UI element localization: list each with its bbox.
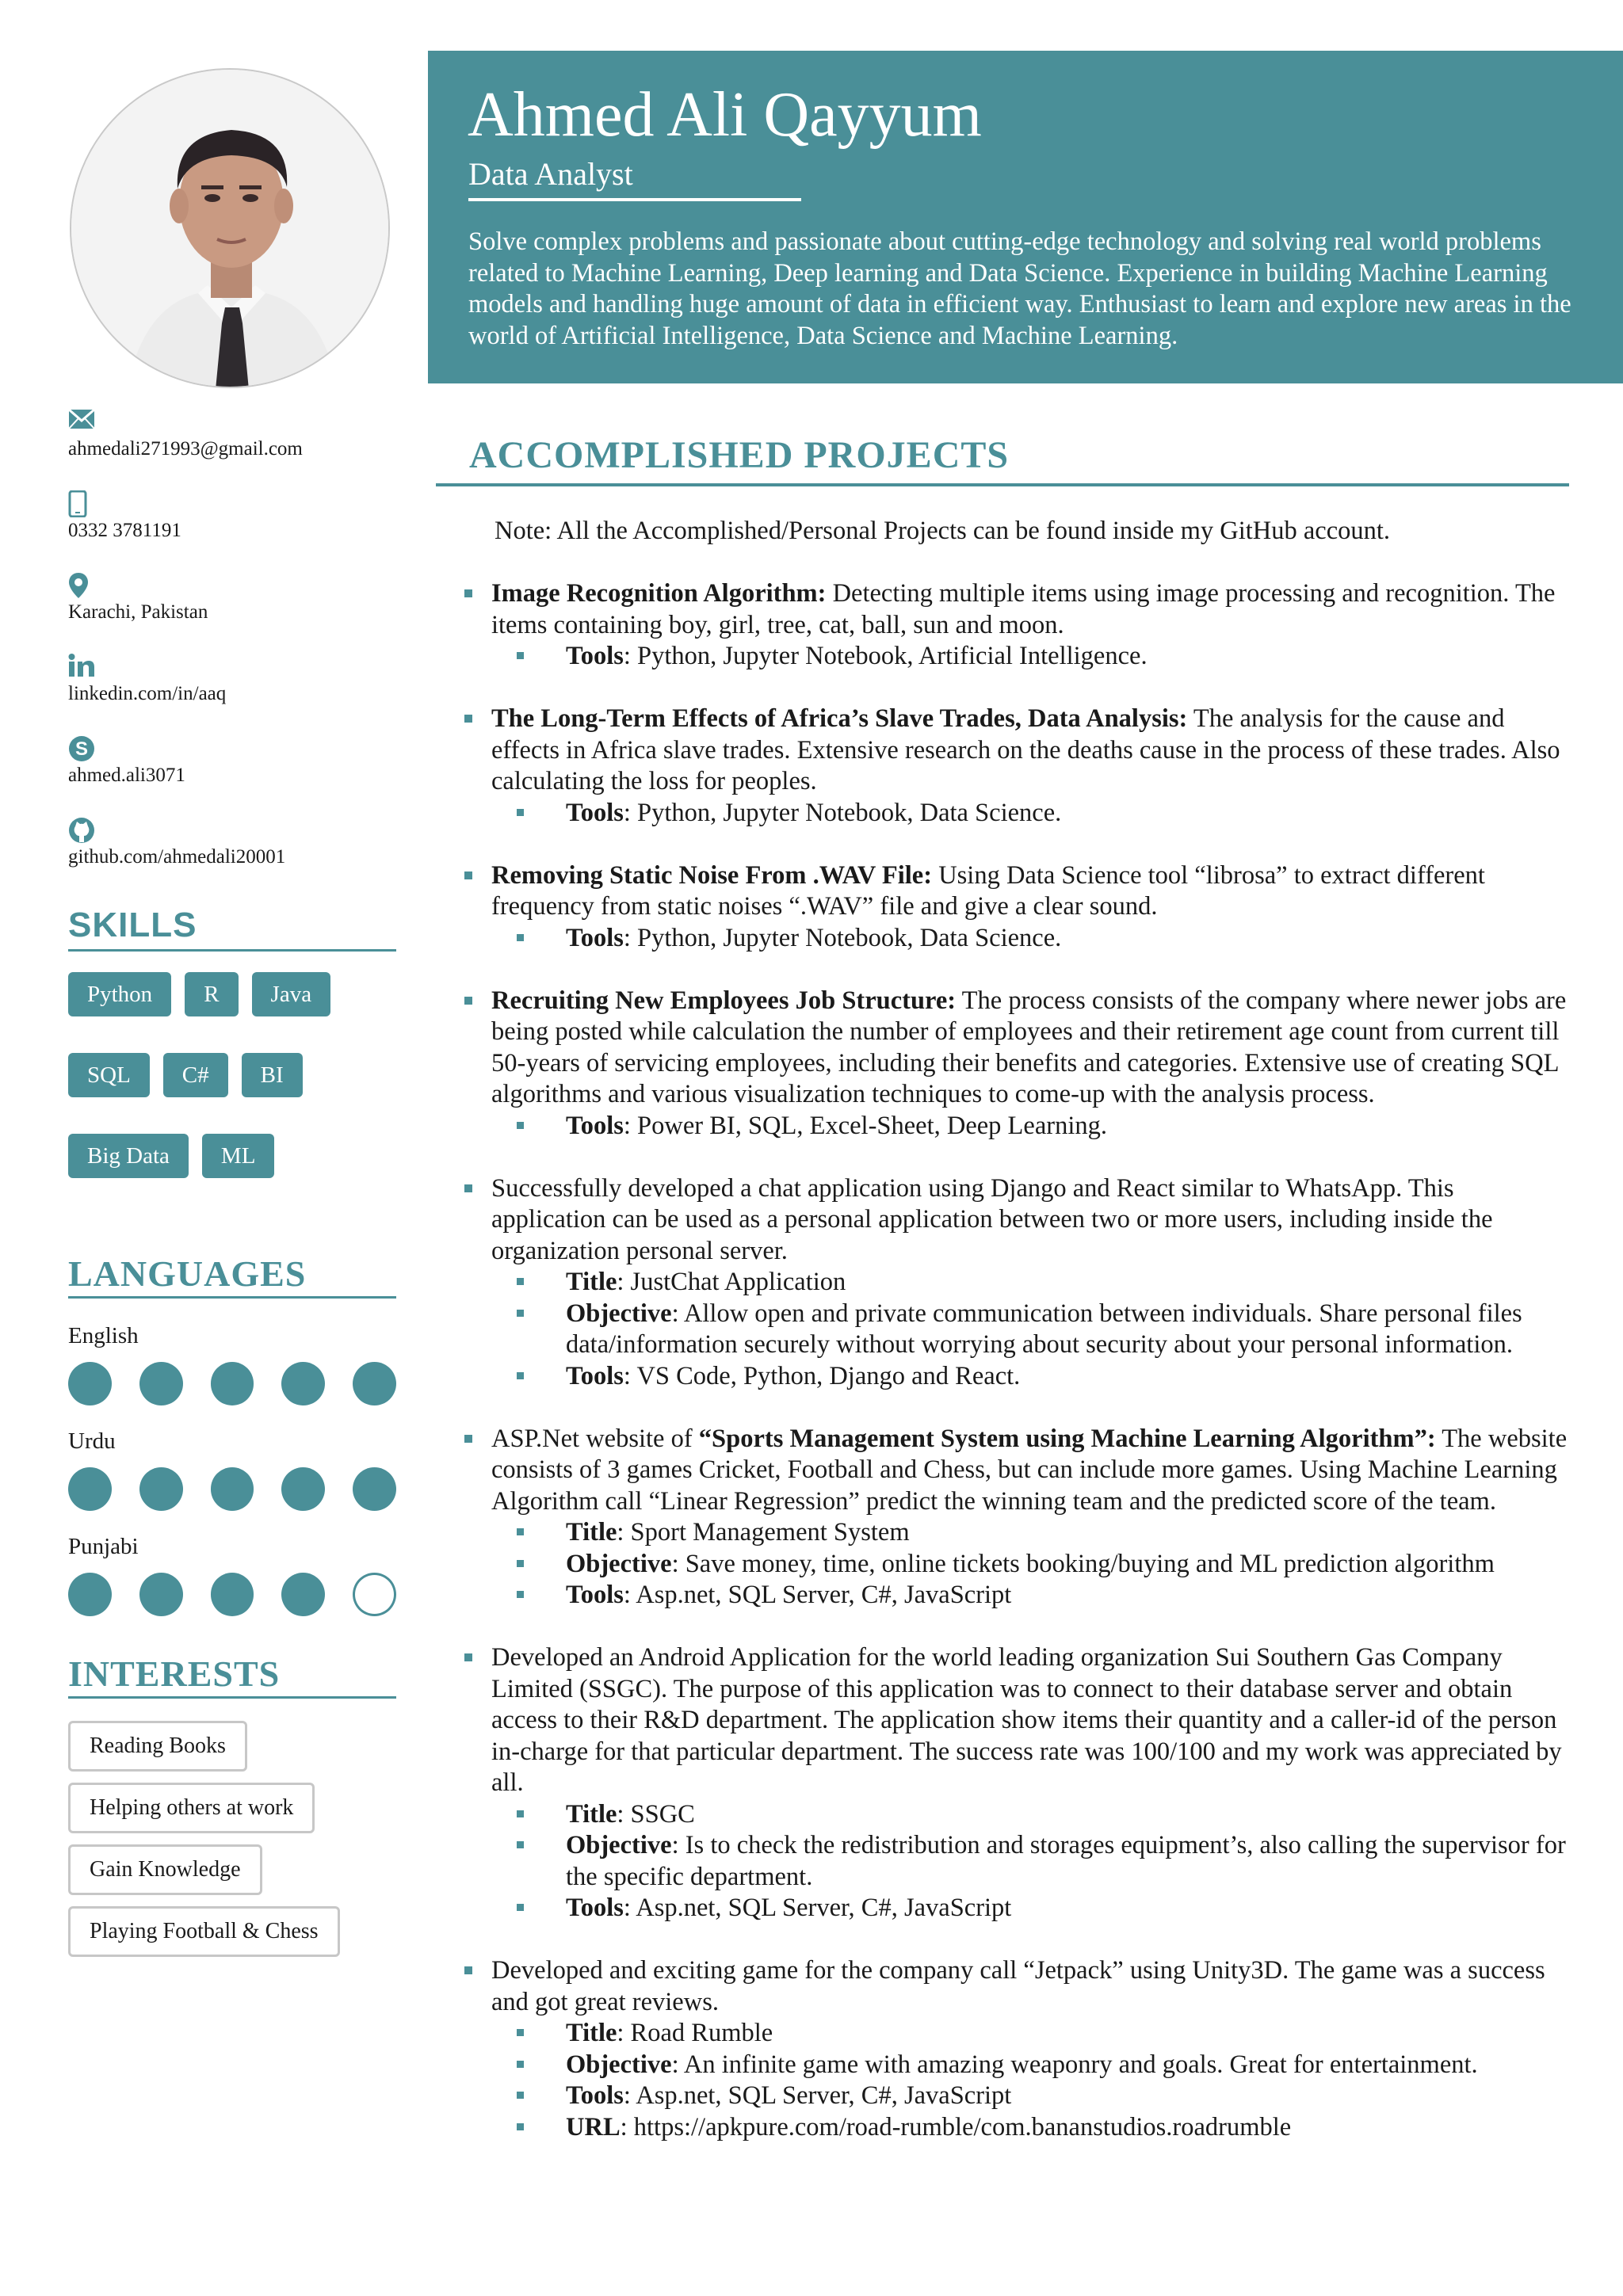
- project-objective: [491, 1549, 1569, 1581]
- project-item: [464, 1642, 1569, 1924]
- title-label: Title: [566, 1268, 617, 1296]
- projects-note: Note: All the Accomplished/Personal Projects can be found inside my GitHub account.: [495, 517, 1391, 545]
- objective-value: : An infinite game with amazing weaponry and goals. Great for entertainment.: [671, 2050, 1478, 2079]
- interest-tag: Playing Football & Chess: [68, 1906, 340, 1957]
- project-name: Recruiting New Employees Job Structure:: [491, 986, 957, 1015]
- interest-tag: Helping others at work: [68, 1783, 315, 1833]
- skill-tag: C#: [163, 1053, 228, 1097]
- proficiency-dot-filled: [281, 1573, 325, 1616]
- project-text: Detecting multiple items using image processing and recognition. The items containing boy, girl, tree, cat, ball, sun and moon.: [491, 579, 1556, 639]
- proficiency-dot-filled: [68, 1573, 112, 1616]
- person-portrait-icon: [71, 70, 390, 388]
- project-description: Developed an Android Application for the world leading organization Sui Southern Gas Company Limited (SSGC). The purpose of this application was to connect to their database server and obtain access to their R&D department. The application show items their quantity and a caller-id of the person in-charge for that particular department. The success rate was 100/100 and my work was appreciated by all.: [491, 1643, 1562, 1797]
- skills-section: [68, 903, 396, 1178]
- contact-location: [68, 572, 401, 654]
- project-name: Image Recognition Algorithm:: [491, 579, 827, 608]
- tools-value: : Asp.net, SQL Server, C#, JavaScript: [623, 2081, 1012, 2110]
- skills-row: [68, 1134, 396, 1178]
- project-title: [491, 1267, 1569, 1299]
- contact-list: [68, 409, 401, 898]
- proficiency-dots: [68, 1467, 396, 1511]
- title-label: Title: [566, 1518, 617, 1547]
- objective-label: Objective: [566, 1831, 672, 1859]
- tools-label: Tools: [566, 2081, 624, 2110]
- proficiency-dots: [68, 1362, 396, 1405]
- interests-heading: INTERESTS: [68, 1652, 396, 1699]
- languages-list: [68, 1322, 396, 1616]
- linkedin-icon: [68, 654, 401, 682]
- proficiency-dot-filled: [139, 1362, 183, 1405]
- tools-value: : Power BI, SQL, Excel-Sheet, Deep Learning.: [623, 1111, 1107, 1140]
- tools-value: : Python, Jupyter Notebook, Artificial Intelligence.: [623, 642, 1148, 670]
- project-text: Using Data Science tool “librosa” to extract different frequency from static noises “.WAV” file and give a clear sound.: [491, 860, 1485, 921]
- profile-summary: Solve complex problems and passionate about cutting-edge technology and solving real world problems related to Machine Learning, Deep learning and Data Science. Experience in building Machine Learning models and handling huge amount of data in efficient way. Enthusiast to learn and explore new areas in the world of Artificial Intelligence, Data Science and Machine Learning.: [468, 227, 1571, 350]
- project-name: “Sports Management System using Machine Learning Algorithm”:: [698, 1424, 1436, 1453]
- tools-label: Tools: [566, 1361, 624, 1390]
- projects-heading: ACCOMPLISHED PROJECTS: [436, 428, 1569, 486]
- tools-value: : Asp.net, SQL Server, C#, JavaScript: [623, 1581, 1012, 1609]
- proficiency-dot-filled: [211, 1362, 254, 1405]
- skills-row: [68, 972, 396, 1016]
- proficiency-dot-filled: [281, 1467, 325, 1511]
- project-tools: [491, 1893, 1569, 1924]
- proficiency-dot-filled: [139, 1467, 183, 1511]
- tools-value: : Python, Jupyter Notebook, Data Science.: [623, 798, 1062, 827]
- project-description: [491, 704, 1569, 798]
- project-description: [491, 578, 1569, 641]
- project-text: The process consists of the company where newer jobs are being posted while calculation the number of employees and their retirement age count from current till 50-years of servicing employees, including their benefits and categories. Extensive use of creating SQL algorithms and various visualization techniques to come-up with the analysis process.: [491, 986, 1567, 1108]
- svg-text:S: S: [74, 738, 89, 760]
- proficiency-dot-empty: [353, 1573, 396, 1616]
- job-title: Data Analyst: [468, 156, 633, 192]
- project-name: Removing Static Noise From .WAV File:: [491, 860, 933, 890]
- objective-label: Objective: [566, 2050, 672, 2079]
- objective-value: : Is to check the redistribution and storages equipment’s, also calling the supervisor for the specific department.: [566, 1831, 1566, 1891]
- language-item: [68, 1533, 396, 1616]
- project-text: The analysis for the cause and effects in Africa slave trades. Extensive research on the deaths cause in the process of these trades. Also calculating the loss for peoples.: [491, 704, 1560, 795]
- title-value: : SSGC: [617, 1799, 695, 1829]
- project-objective: [491, 2050, 1569, 2081]
- project-tools: [491, 1361, 1569, 1393]
- project-description: [491, 1424, 1569, 1518]
- linkedin-link[interactable]: linkedin.com/in/aaq: [68, 683, 227, 704]
- proficiency-dots: [68, 1573, 396, 1616]
- language-item: [68, 1428, 396, 1511]
- proficiency-dot-filled: [353, 1362, 396, 1405]
- location-pin-icon: [68, 572, 401, 601]
- project-description: Successfully developed a chat application using Django and React similar to WhatsApp. This application can be used as a personal application between two or more users, including inside the organization personal server.: [491, 1173, 1493, 1265]
- project-tools: [491, 1111, 1569, 1142]
- skill-tag: BI: [242, 1053, 303, 1097]
- objective-label: Objective: [566, 1549, 672, 1578]
- proficiency-dot-filled: [68, 1362, 112, 1405]
- location-text: Karachi, Pakistan: [68, 601, 208, 623]
- contact-linkedin: [68, 654, 401, 735]
- project-item: [464, 1424, 1569, 1611]
- objective-value: : Save money, time, online tickets booking/buying and ML prediction algorithm: [671, 1549, 1495, 1578]
- project-item: [464, 860, 1569, 955]
- github-link[interactable]: github.com/ahmedali20001: [68, 846, 286, 868]
- contact-github: [68, 817, 401, 898]
- skype-id: ahmed.ali3071: [68, 765, 185, 786]
- project-title: [491, 1799, 1569, 1831]
- skill-tag: Java: [252, 972, 331, 1016]
- title-label: Title: [566, 1799, 617, 1829]
- proficiency-dot-filled: [139, 1573, 183, 1616]
- project-item: [464, 578, 1569, 673]
- header-banner: [428, 51, 1623, 383]
- url-link[interactable]: : https://apkpure.com/road-rumble/com.bananstudios.roadrumble: [620, 2112, 1292, 2142]
- proficiency-dot-filled: [353, 1467, 396, 1511]
- projects-list: [436, 578, 1569, 2143]
- language-name: Urdu: [68, 1428, 116, 1454]
- project-objective: [491, 1299, 1569, 1361]
- contact-phone: [68, 490, 401, 572]
- project-title: [491, 1517, 1569, 1549]
- project-item: [464, 986, 1569, 1142]
- skill-tag: R: [185, 972, 238, 1016]
- proficiency-dot-filled: [211, 1573, 254, 1616]
- skills-heading: SKILLS: [68, 903, 396, 952]
- project-item: [464, 704, 1569, 829]
- project-item: [464, 1173, 1569, 1393]
- tools-value: : Python, Jupyter Notebook, Data Science.: [623, 923, 1062, 952]
- github-icon: [68, 817, 401, 845]
- tools-label: Tools: [566, 923, 624, 952]
- project-name: The Long-Term Effects of Africa’s Slave Trades, Data Analysis:: [491, 704, 1188, 733]
- skills-row: [68, 1053, 396, 1097]
- skype-icon: [68, 735, 401, 764]
- main-content: [436, 428, 1569, 2175]
- language-item: [68, 1322, 396, 1405]
- title-label: Title: [566, 2019, 617, 2047]
- email-link[interactable]: ahmedali271993@gmail.com: [68, 438, 303, 460]
- tools-value: : VS Code, Python, Django and React.: [623, 1361, 1021, 1390]
- tools-label: Tools: [566, 1581, 624, 1609]
- project-prefix: ASP.Net website of: [491, 1424, 699, 1453]
- language-name: Punjabi: [68, 1534, 139, 1559]
- interest-tag: Reading Books: [68, 1721, 247, 1772]
- tools-value: : Asp.net, SQL Server, C#, JavaScript: [623, 1894, 1012, 1922]
- project-description: Developed and exciting game for the company call “Jetpack” using Unity3D. The game was a success and got great reviews.: [491, 1956, 1545, 2016]
- title-value: : Sport Management System: [617, 1518, 910, 1547]
- proficiency-dot-filled: [68, 1467, 112, 1511]
- languages-section: [68, 1252, 396, 1616]
- project-item: [464, 1955, 1569, 2143]
- objective-value: : Allow open and private communication between individuals. Share personal files data/information securely without worrying about security about your personal information.: [566, 1299, 1522, 1359]
- project-tools: [491, 641, 1569, 673]
- tools-label: Tools: [566, 642, 624, 670]
- person-name: Ahmed Ali Qayyum: [468, 80, 982, 150]
- languages-heading: LANGUAGES: [68, 1252, 396, 1299]
- project-text: The website consists of 3 games Cricket, Football and Chess, but can include more games. Using Machine Learning Algorithm call “Linear Regression” predict the winning team and the predicted score of the team.: [491, 1424, 1568, 1516]
- proficiency-dot-filled: [281, 1362, 325, 1405]
- profile-photo: [70, 68, 390, 388]
- title-value: : JustChat Application: [617, 1268, 846, 1296]
- interests-list: [68, 1710, 396, 1957]
- skill-tag: Big Data: [68, 1134, 189, 1178]
- objective-label: Objective: [566, 1299, 672, 1328]
- tools-label: Tools: [566, 1111, 624, 1140]
- left-sidebar: [0, 0, 412, 2296]
- tools-label: Tools: [566, 798, 624, 827]
- title-value: : Road Rumble: [617, 2019, 773, 2047]
- project-tools: [491, 923, 1569, 955]
- project-description: [491, 860, 1569, 923]
- title-underline: [468, 198, 801, 201]
- url-label: URL: [566, 2112, 621, 2142]
- project-description: [491, 986, 1569, 1111]
- envelope-icon: [68, 409, 401, 437]
- phone-number: 0332 3781191: [68, 520, 181, 541]
- skills-tags: [68, 972, 396, 1178]
- interest-tag: Gain Knowledge: [68, 1844, 262, 1895]
- project-tools: [491, 798, 1569, 830]
- project-url: [491, 2112, 1569, 2144]
- interests-section: [68, 1652, 396, 1957]
- skill-tag: Python: [68, 972, 171, 1016]
- proficiency-dot-filled: [211, 1467, 254, 1511]
- tools-label: Tools: [566, 1894, 624, 1922]
- project-tools: [491, 2081, 1569, 2112]
- project-objective: [491, 1830, 1569, 1893]
- skill-tag: SQL: [68, 1053, 150, 1097]
- language-name: English: [68, 1323, 139, 1348]
- project-tools: [491, 1580, 1569, 1611]
- contact-email: [68, 409, 401, 490]
- project-title: [491, 2018, 1569, 2050]
- skill-tag: ML: [202, 1134, 275, 1178]
- phone-icon: [68, 490, 401, 519]
- contact-skype: [68, 735, 401, 817]
